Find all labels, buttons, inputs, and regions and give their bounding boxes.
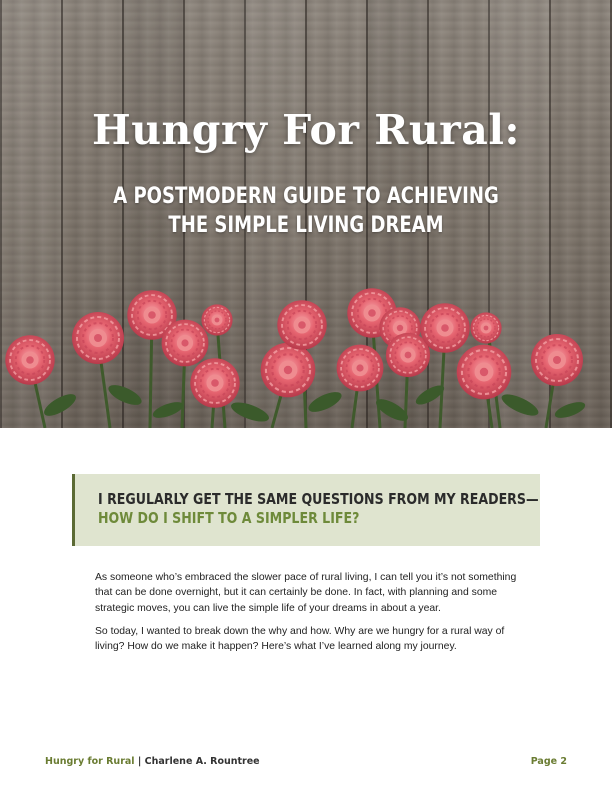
page-subtitle-line1: A POSTMODERN GUIDE TO ACHIEVING bbox=[113, 184, 499, 209]
paragraph: So today, I wanted to break down the why and how. Why are we hungry for a rural way of living? How do we make it happen? Here’s what I’ve learned along my journey. bbox=[95, 625, 505, 653]
callout-line2: HOW DO I SHIFT TO A SIMPLER LIFE? bbox=[98, 509, 360, 527]
article-body bbox=[95, 570, 535, 662]
callout-line1: I REGULARLY GET THE SAME QUESTIONS FROM MY READERS— bbox=[98, 490, 539, 508]
paragraph: As someone who’s embraced the slower pace of rural living, I can tell you it’s not something that can be done overnight, but it can certainly be done. In fact, with planning and some strategic moves, you can live the simple life of your dreams in about a year. bbox=[95, 572, 517, 614]
footer-credit bbox=[45, 756, 260, 767]
footer-brand: Hungry for Rural bbox=[45, 756, 135, 767]
footer-separator: | bbox=[137, 756, 142, 767]
page-title: Hungry For Rural: bbox=[91, 106, 521, 154]
pull-quote-callout bbox=[72, 474, 540, 546]
page-subtitle-line2: THE SIMPLE LIVING DREAM bbox=[168, 213, 444, 238]
footer-author: Charlene A. Rountree bbox=[144, 756, 260, 767]
page-number: Page 2 bbox=[530, 756, 567, 767]
